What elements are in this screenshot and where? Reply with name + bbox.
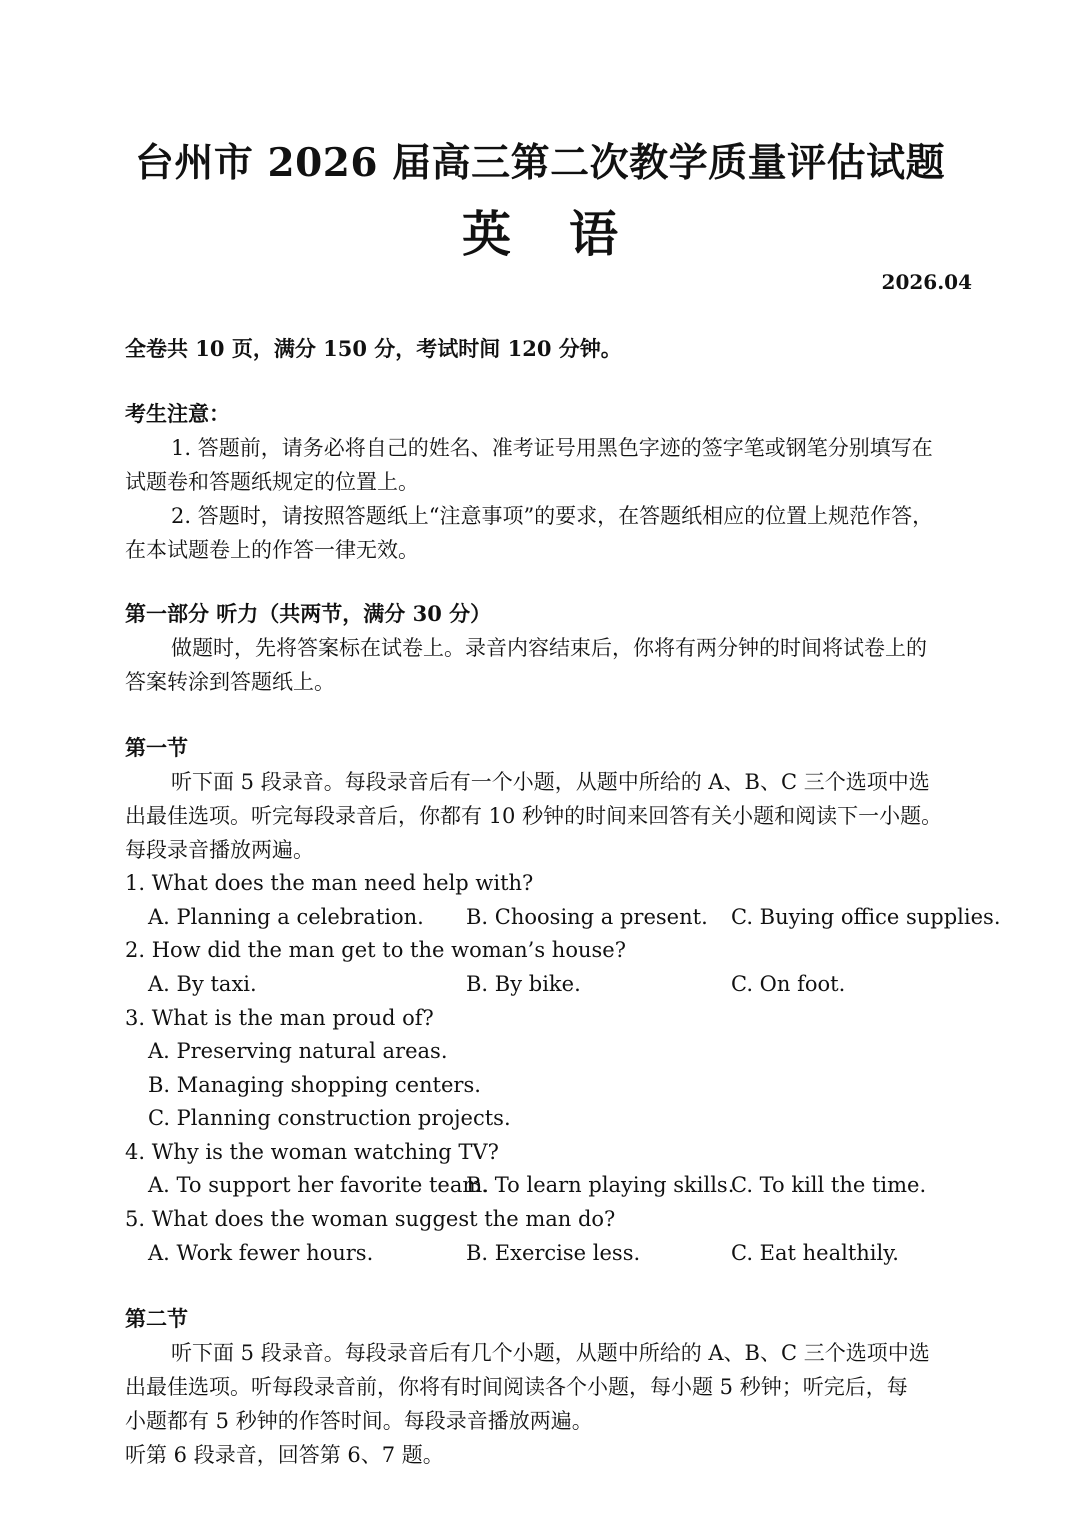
notice-item-1-line-1: 1. 答题前，请务必将自己的姓名、准考证号用黑色字迹的签字笔或钢笔分别填写在 — [171, 436, 933, 460]
question-4-option-c: C. To kill the time. — [731, 1173, 927, 1197]
question-3-option-c: C. Planning construction projects. — [148, 1106, 511, 1130]
exam-title: 台州市 2026 届高三第二次教学质量评估试题 — [134, 140, 946, 186]
question-2-option-b: B. By bike. — [466, 972, 581, 996]
question-2: 2. How did the man get to the woman’s house? — [125, 938, 626, 962]
question-1: 1. What does the man need help with? — [125, 871, 534, 895]
section1-intro-line-3: 每段录音播放两遍。 — [125, 838, 314, 862]
notice-item-1-line-2: 试题卷和答题纸规定的位置上。 — [125, 470, 419, 494]
notice-item-2-line-2: 在本试题卷上的作答一律无效。 — [125, 538, 419, 562]
part1-intro-line-2: 答案转涂到答题纸上。 — [125, 670, 335, 694]
question-5: 5. What does the woman suggest the man do? — [125, 1207, 616, 1231]
question-1-option-a: A. Planning a celebration. — [148, 905, 424, 929]
notice-item-2-line-1: 2. 答题时，请按照答题纸上“注意事项”的要求，在答题纸相应的位置上规范作答， — [171, 504, 934, 528]
section2-heading: 第二节 — [125, 1306, 188, 1331]
question-2-option-c: C. On foot. — [731, 972, 846, 996]
part1-intro-line-1: 做题时，先将答案标在试卷上。录音内容结束后，你将有两分钟的时间将试卷上的 — [171, 636, 927, 660]
question-5-option-c: C. Eat healthily. — [731, 1241, 899, 1265]
question-3-option-a: A. Preserving natural areas. — [148, 1039, 448, 1063]
question-1-option-c: C. Buying office supplies. — [731, 905, 1001, 929]
section2-intro-line-1: 听下面 5 段录音。每段录音后有几个小题，从题中所给的 A、B、C 三个选项中选 — [171, 1341, 930, 1365]
question-4-option-a: A. To support her favorite team. — [148, 1173, 489, 1197]
question-5-option-a: A. Work fewer hours. — [148, 1241, 374, 1265]
part1-heading: 第一部分 听力（共两节，满分 30 分） — [125, 601, 492, 626]
section2-instruction: 听第 6 段录音，回答第 6、7 题。 — [125, 1443, 444, 1467]
section2-intro-line-3: 小题都有 5 秒钟的作答时间。每段录音播放两遍。 — [125, 1409, 593, 1433]
question-2-option-a: A. By taxi. — [148, 972, 257, 996]
subject-title: 英语 — [461, 205, 676, 263]
question-3: 3. What is the man proud of? — [125, 1006, 434, 1030]
section2-intro-line-2: 出最佳选项。听每段录音前，你将有时间阅读各个小题，每小题 5 秒钟；听完后，每 — [125, 1375, 908, 1399]
question-1-option-b: B. Choosing a present. — [466, 905, 708, 929]
question-4: 4. Why is the woman watching TV? — [125, 1140, 499, 1164]
section1-intro-line-2: 出最佳选项。听完每段录音后，你都有 10 秒钟的时间来回答有关小题和阅读下一小题。 — [125, 804, 943, 828]
question-5-option-b: B. Exercise less. — [466, 1241, 641, 1265]
section1-heading: 第一节 — [125, 735, 188, 760]
notice-heading: 考生注意： — [125, 401, 230, 426]
exam-info: 全卷共 10 页，满分 150 分，考试时间 120 分钟。 — [125, 336, 622, 361]
exam-date: 2026.04 — [881, 270, 972, 294]
question-3-option-b: B. Managing shopping centers. — [148, 1073, 481, 1097]
question-4-option-b: B. To learn playing skills. — [466, 1173, 735, 1197]
section1-intro-line-1: 听下面 5 段录音。每段录音后有一个小题，从题中所给的 A、B、C 三个选项中选 — [171, 770, 930, 794]
